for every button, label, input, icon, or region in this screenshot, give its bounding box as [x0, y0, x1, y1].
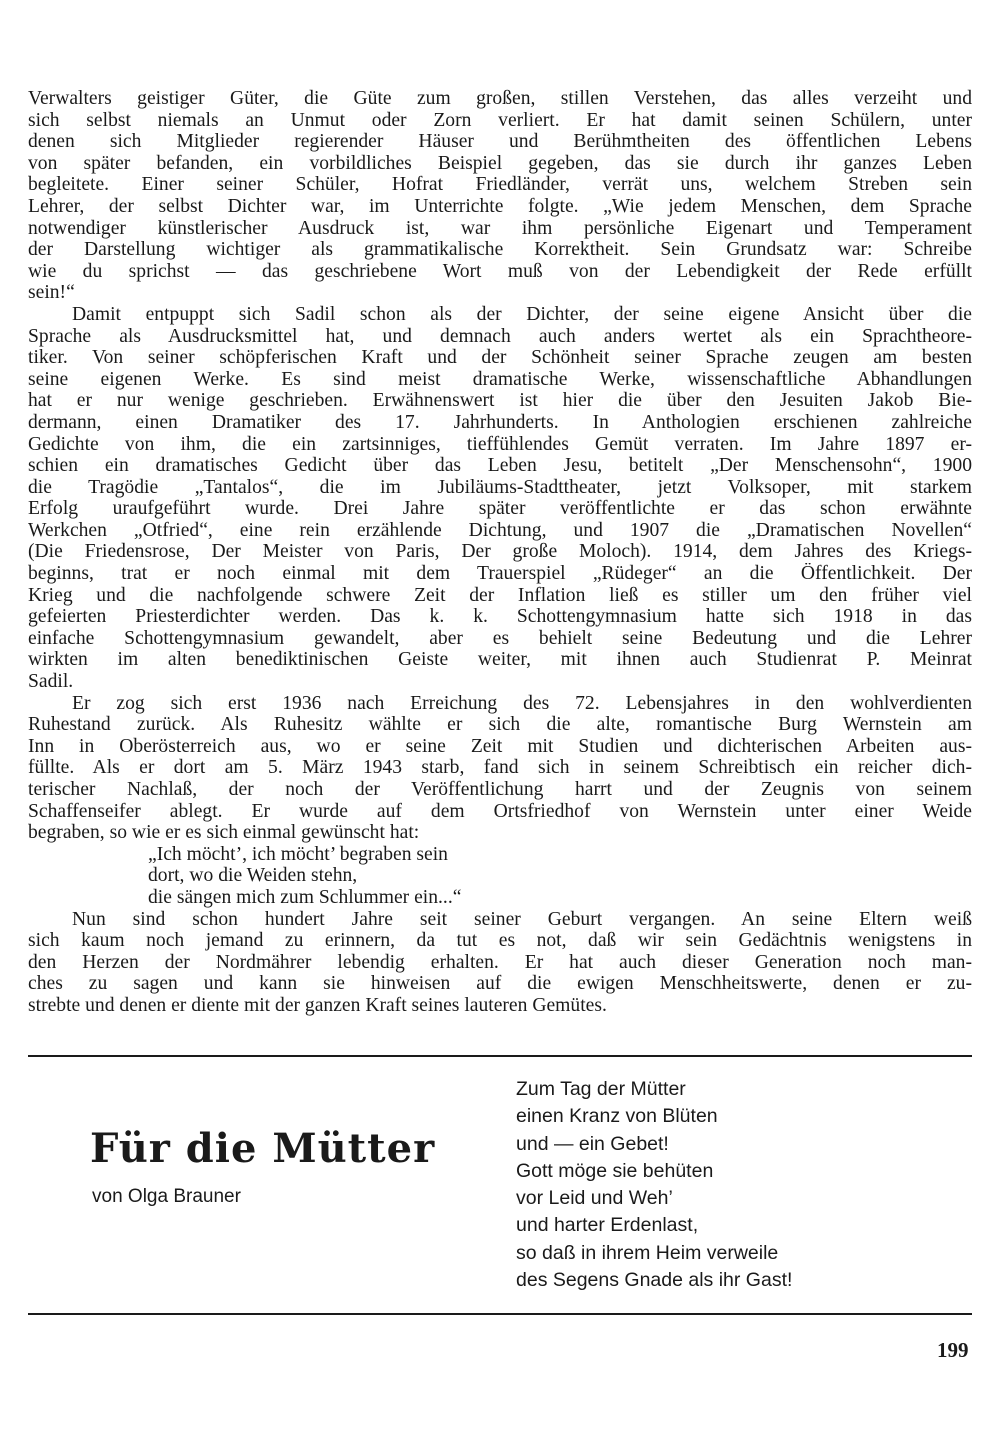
text-line: die Tragödie „Tantalos“, die im Jubiläums-Stadttheater, jetzt Volksoper, mit starkem — [28, 476, 972, 498]
section-divider — [28, 1313, 972, 1315]
text-line: Verwalters geistiger Güter, die Güte zum großen, stillen Verstehen, das alles verzeiht und — [28, 88, 972, 109]
text-line: Sadil. — [28, 671, 74, 693]
text-line: Werkchen „Otfried“, eine rein erzählende Dichtung, und 1907 die „Dramatischen Novellen“ — [28, 519, 972, 541]
poem-line: Zum Tag der Mütter — [516, 1078, 686, 1100]
text-line: sich kaum noch jemand zu erinnern, da tut es not, daß wir sein Gedächtnis wenigstens in — [28, 930, 972, 952]
poem-line: Gott möge sie behüten — [516, 1159, 714, 1182]
text-line: dermann, einen Dramatiker des 17. Jahrhunderts. In Anthologien erschienen zahlreiche — [28, 411, 972, 433]
text-line: Er zog sich erst 1936 nach Erreichung des 72. Lebensjahres in den wohlverdienten — [72, 692, 972, 714]
page-number: 199 — [937, 1338, 969, 1362]
text-line: von später befanden, ein vorbildliches Beispiel gegeben, das sie durch ihr ganzes Leben — [28, 152, 972, 174]
text-line: seine eigenen Werke. Es sind meist dramatische Werke, wissenschaftliche Abhandlungen — [28, 368, 972, 390]
text-line: Nun sind schon hundert Jahre seit seiner Geburt vergangen. An seine Eltern weiß — [72, 908, 972, 930]
poem-author: von Olga Brauner — [92, 1186, 241, 1207]
text-line: der Darstellung wichtiger als grammatikalische Korrektheit. Sein Grundsatz war: Schreibe — [28, 239, 972, 261]
section-divider — [28, 1055, 972, 1057]
text-line: tiker. Von seiner schöpferischen Kraft und der Schönheit seiner Sprache zeugen am besten — [28, 347, 972, 369]
text-line: denen sich Mitglieder regierender Häuser und Berühmtheiten des öffentlichen Lebens — [28, 131, 972, 153]
text-line: einfache Schottengymnasium gewandelt, aber es behielt seine Bedeutung und die Lehrer — [28, 627, 972, 649]
text-line: wirkten im alten benediktinischen Geiste weiter, mit ihnen auch Studienrat P. Meinrat — [28, 649, 972, 671]
poem-verse — [516, 1076, 792, 1294]
text-line: gefeierten Priesterdichter werden. Das k. k. Schottengymnasium hatte sich 1918 in das — [28, 606, 972, 628]
text-line: begleitete. Einer seiner Schüler, Hofrat Friedländer, verrät uns, welchem Streben sein — [28, 174, 972, 196]
text-line: füllte. Als er dort am 5. März 1943 starb, fand sich in seinem Schreibtisch ein reicher dich- — [28, 757, 972, 779]
text-line: Ruhestand zurück. Als Ruhesitz wählte er sich die alte, romantische Burg Wernstein am — [28, 714, 972, 736]
text-line: hat er nur wenige geschrieben. Erwähnenswert ist hier die über den Jesuiten Jakob Bie- — [28, 390, 972, 412]
text-line: Schaffenseifer ablegt. Er wurde auf dem Ortsfriedhof von Wernstein unter einer Weide — [28, 800, 972, 822]
text-line: Lehrer, der selbst Dichter war, im Unterrichte folgte. „Wie jedem Menschen, dem Sprache — [28, 195, 972, 217]
text-line: schien ein dramatisches Gedicht über das Leben Jesu, betitelt „Der Menschensohn“, 1900 — [28, 455, 972, 477]
text-line: sein!“ — [28, 282, 75, 304]
text-line: strebte und denen er diente mit der ganzen Kraft seines lauteren Gemütes. — [28, 994, 607, 1016]
quote-line: dort, wo die Weiden stehn, — [148, 865, 358, 887]
poem-title: Für die Mütter — [90, 1125, 436, 1172]
text-line: begraben, so wie er es sich einmal gewünscht hat: — [28, 822, 420, 844]
text-line: Krieg und die nachfolgende schwere Zeit der Inflation ließ es stiller um den früher viel — [28, 584, 972, 606]
poem-line: und — ein Gebet! — [516, 1132, 669, 1155]
text-line: Inn in Oberösterreich aus, wo er seine Zeit mit Studien und dichterischen Arbeiten aus- — [28, 735, 972, 757]
text-line: beginns, trat er noch einmal mit dem Trauerspiel „Rüdeger“ an die Öffentlichkeit. Der — [28, 563, 972, 585]
article-body — [28, 88, 972, 1017]
quote-line: die sängen mich zum Schlummer ein...“ — [148, 886, 462, 908]
text-line: Damit entpuppt sich Sadil schon als der Dichter, der seine eigene Ansicht über die — [72, 303, 972, 325]
text-line: den Herzen der Nordmährer lebendig erhalten. Er hat auch dieser Generation noch man- — [28, 951, 972, 973]
poem-line: des Segens Gnade als ihr Gast! — [516, 1269, 793, 1292]
text-line: Sprache als Ausdrucksmittel hat, und demnach auch anders wertet als ein Sprachtheore- — [28, 325, 972, 347]
text-line: sich selbst niemals an Unmut oder Zorn verliert. Er hat damit seinen Schülern, unter — [28, 109, 972, 131]
poem-line: so daß in ihrem Heim verweile — [516, 1241, 779, 1264]
text-line: (Die Friedensrose, Der Meister von Paris, Der große Moloch). 1914, dem Jahres des Kriegs- — [28, 541, 972, 563]
text-line: Gedichte von ihm, die ein zartsinniges, tieffühlendes Gemüt verraten. Im Jahre 1897 er- — [28, 433, 972, 455]
poem-line: und harter Erdenlast, — [516, 1214, 699, 1237]
text-line: ches zu sagen und kann sie hinweisen auf die ewigen Menschheitswerte, denen er zu- — [28, 973, 972, 995]
poem-line: einen Kranz von Blüten — [516, 1105, 718, 1128]
text-line: terischer Nachlaß, der noch der Veröffentlichung harrt und der Zeugnis von seinem — [28, 779, 972, 800]
text-line: Erfolg uraufgeführt wurde. Drei Jahre später veröffentlichte er das schon erwähnte — [28, 498, 972, 520]
quote-line: „Ich möcht’, ich möcht’ begraben sein — [148, 843, 448, 865]
poem-line: vor Leid und Weh’ — [516, 1187, 673, 1210]
text-line: wie du sprichst — das geschriebene Wort muß von der Lebendigkeit der Rede erfüllt — [28, 260, 972, 282]
text-line: notwendiger künstlerischer Ausdruck ist, war ihm persönliche Eigenart und Temperament — [28, 217, 972, 239]
